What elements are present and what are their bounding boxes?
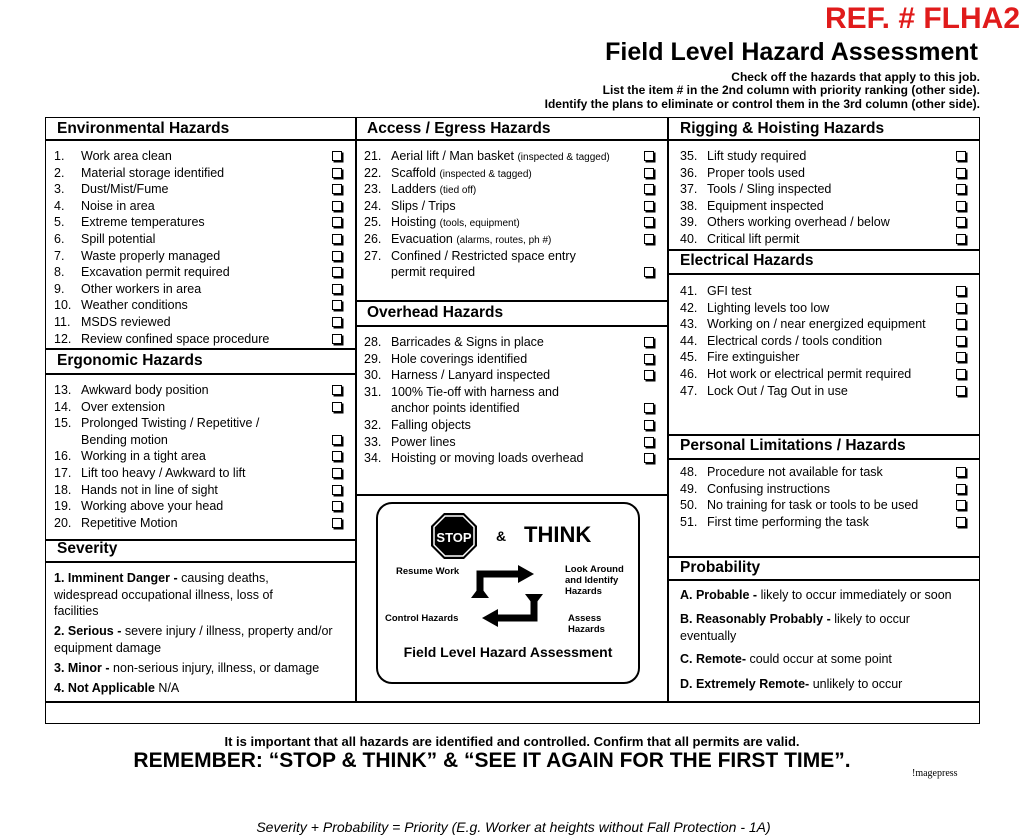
hazard-checkbox[interactable] (644, 217, 654, 227)
item-number: 12. (54, 331, 72, 346)
access-item (364, 149, 610, 165)
item-note: (tools, equipment) (439, 218, 520, 230)
ergonomic-hazards-title: Ergonomic Hazards (57, 352, 203, 369)
probability-item-b: B. Reasonably Probably - likely to occur eventually (680, 612, 910, 643)
access-item (364, 265, 475, 280)
hazard-checkbox[interactable] (332, 284, 342, 294)
item-number: 19. (54, 499, 72, 514)
item-number: 30. (364, 368, 382, 383)
rule-overhead-bottom (356, 325, 668, 327)
severity-title: Severity (57, 540, 118, 557)
overhead-item (364, 451, 583, 466)
item-note: (inspected & tagged) (439, 168, 532, 180)
item-number: 45. (680, 350, 698, 365)
hazard-checkbox[interactable] (332, 201, 342, 211)
hazard-checkbox[interactable] (956, 303, 966, 313)
hazard-checkbox[interactable] (644, 151, 654, 161)
item-label: Weather conditions (81, 298, 188, 313)
instruction-1: Check off the hazards that apply to this job. (731, 70, 980, 84)
environmental-item (54, 249, 220, 264)
item-number: 40. (680, 232, 698, 246)
ergonomic-item (54, 466, 245, 481)
hazard-checkbox[interactable] (332, 151, 342, 161)
rule-probability-top (668, 556, 979, 558)
hazard-checkbox[interactable] (644, 201, 654, 211)
item-number: 31. (364, 384, 382, 399)
hazard-checkbox[interactable] (956, 517, 966, 527)
item-label: Other workers in area (81, 281, 202, 296)
environmental-item (54, 298, 188, 313)
rule-electrical-top (668, 249, 979, 251)
item-label: Equipment inspected (707, 198, 824, 213)
environmental-item (54, 282, 201, 297)
rule-personal-bottom (668, 458, 979, 460)
electrical-item (680, 317, 926, 332)
item-number: 17. (54, 466, 72, 480)
access-item (364, 166, 532, 182)
item-label: Spill potential (81, 232, 156, 246)
hazard-checkbox[interactable] (332, 402, 342, 412)
item-number: 48. (680, 465, 698, 479)
priority-formula: Severity + Probability = Priority (E.g. Worker at heights without Fall Protection - 1A) (256, 819, 771, 835)
item-label: Ladders (391, 182, 437, 197)
item-number: 35. (680, 149, 698, 163)
item-label: Hands not in line of sight (81, 482, 218, 497)
electrical-item (680, 334, 882, 349)
stop-think-caption: Field Level Hazard Assessment (403, 644, 613, 660)
hazard-checkbox[interactable] (332, 385, 342, 395)
access-item (364, 199, 456, 214)
rigging-item (680, 166, 805, 181)
item-label: Review confined space procedure (81, 331, 270, 346)
severity-item-1: 1. Imminent Danger - causing deaths, widespread occupational illness, loss of facilities (54, 571, 273, 618)
hazard-checkbox[interactable] (956, 369, 966, 379)
hazard-checkbox[interactable] (644, 437, 654, 447)
personal-item (680, 515, 869, 530)
access-item (364, 215, 520, 231)
item-label: Confined / Restricted space entry (391, 248, 576, 263)
environmental-hazards-title: Environmental Hazards (57, 120, 230, 137)
hazard-checkbox[interactable] (644, 354, 654, 364)
item-number: 43. (680, 317, 698, 332)
personal-item (680, 465, 883, 480)
item-label: Repetitive Motion (81, 515, 178, 530)
hazard-checkbox[interactable] (332, 267, 342, 277)
rigging-item (680, 149, 806, 164)
electrical-item (680, 284, 751, 299)
item-number: 42. (680, 300, 698, 315)
hazard-checkbox[interactable] (644, 267, 654, 277)
access-item (364, 232, 551, 248)
item-number: 7. (54, 248, 65, 263)
personal-item (680, 482, 830, 497)
item-label: Barricades & Signs in place (391, 335, 544, 349)
item-label: permit required (391, 265, 476, 280)
hazard-checkbox[interactable] (956, 484, 966, 494)
hazard-checkbox[interactable] (644, 420, 654, 430)
environmental-item (54, 215, 205, 230)
hazard-checkbox[interactable] (956, 336, 966, 346)
environmental-item (54, 166, 224, 181)
item-label: Electrical cords / tools condition (707, 333, 883, 348)
item-label: Tools / Sling inspected (707, 182, 832, 197)
item-label: Working in a tight area (81, 449, 206, 464)
item-label: Procedure not available for task (707, 465, 883, 479)
item-label: anchor points identified (391, 401, 520, 416)
overhead-item (364, 401, 520, 416)
item-label: Falling objects (391, 418, 471, 432)
footer-note: It is important that all hazards are identified and controlled. Confirm that all permits are valid. (224, 734, 800, 749)
item-label: Excavation permit required (81, 265, 230, 280)
footer-slogan: REMEMBER: “STOP & THINK” & “SEE IT AGAIN FOR THE FIRST TIME”. (133, 749, 851, 772)
item-label: Confusing instructions (707, 481, 830, 496)
item-label: Power lines (391, 434, 456, 449)
item-number: 2. (54, 165, 65, 180)
header-rule (46, 139, 979, 141)
access-egress-hazards-title: Access / Egress Hazards (367, 120, 551, 137)
probability-item-a: A. Probable - likely to occur immediately or soon (680, 588, 952, 602)
item-number: 18. (54, 482, 72, 497)
hazard-checkbox[interactable] (332, 435, 342, 445)
rule-electrical-bottom (668, 273, 979, 275)
item-number: 14. (54, 399, 72, 414)
personal-limitations-title: Personal Limitations / Hazards (680, 437, 906, 454)
item-label: First time performing the task (707, 514, 869, 529)
electrical-item (680, 301, 829, 316)
ergonomic-item (54, 383, 209, 398)
item-label: Evacuation (391, 232, 453, 246)
item-label: Dust/Mist/Fume (81, 182, 169, 197)
hazard-checkbox[interactable] (644, 168, 654, 178)
stop-think-panel (376, 502, 640, 684)
item-label: Material storage identified (81, 165, 225, 180)
item-label: MSDS reviewed (81, 315, 171, 329)
hazard-checkbox[interactable] (332, 451, 342, 461)
personal-item (680, 498, 918, 513)
cycle-resume-work: Resume Work (396, 566, 460, 577)
rigging-item (680, 182, 831, 197)
item-label: Lift study required (707, 149, 807, 163)
hazard-checkbox[interactable] (332, 184, 342, 194)
rigging-item (680, 232, 799, 247)
item-label: Awkward body position (81, 383, 209, 397)
hazard-checkbox[interactable] (332, 217, 342, 227)
environmental-item (54, 315, 171, 330)
hazard-checkbox[interactable] (332, 518, 342, 528)
overhead-item (364, 435, 456, 450)
item-label: Bending motion (81, 432, 168, 447)
environmental-item (54, 332, 269, 347)
item-label: Lift too heavy / Awkward to lift (81, 466, 246, 480)
item-label: Hoisting or moving loads overhead (391, 451, 584, 466)
item-label: 100% Tie-off with harness and (391, 384, 559, 399)
item-label: Aerial lift / Man basket (391, 149, 514, 163)
probability-title: Probability (680, 559, 761, 576)
overhead-item (364, 418, 471, 433)
hazard-checkbox[interactable] (644, 453, 654, 463)
item-number: 32. (364, 418, 382, 432)
item-label: Over extension (81, 399, 166, 414)
column-divider-1 (355, 118, 357, 701)
item-number: 44. (680, 333, 698, 348)
hazard-checkbox[interactable] (956, 151, 966, 161)
item-number: 6. (54, 232, 65, 246)
hazard-checkbox[interactable] (956, 168, 966, 178)
item-number: 37. (680, 182, 698, 197)
electrical-item (680, 367, 911, 382)
item-label: No training for task or tools to be used (707, 498, 919, 513)
hazard-checkbox[interactable] (332, 300, 342, 310)
cycle-look-around: Look Around and Identify Hazards (565, 564, 624, 597)
hazard-checkbox[interactable] (332, 468, 342, 478)
item-label: Extreme temperatures (81, 215, 205, 230)
item-number: 4. (54, 198, 65, 213)
hazard-checkbox[interactable] (956, 201, 966, 211)
instruction-3: Identify the plans to eliminate or control them in the 3rd column (other side). (544, 97, 980, 111)
ergonomic-item (54, 449, 206, 464)
imagepress-watermark: !magepress (912, 768, 958, 779)
item-number: 22. (364, 165, 382, 180)
item-number: 21. (364, 149, 382, 163)
hazard-checkbox[interactable] (956, 352, 966, 362)
ampersand-label: & (496, 528, 507, 544)
hazard-checkbox[interactable] (956, 386, 966, 396)
hazard-checkbox[interactable] (956, 184, 966, 194)
item-number: 39. (680, 215, 698, 230)
hazard-checkbox[interactable] (332, 251, 342, 261)
rule-ergonomic-bottom (46, 373, 356, 375)
hazard-checkbox[interactable] (332, 168, 342, 178)
rule-probability-bottom (668, 579, 979, 581)
cycle-control-hazards: Control Hazards (385, 613, 459, 624)
item-label: Scaffold (391, 165, 436, 180)
think-label: THINK (524, 522, 592, 547)
item-note: (alarms, routes, ph #) (456, 235, 552, 246)
item-number: 25. (364, 215, 382, 230)
severity-item-4: 4. Not Applicable N/A (54, 681, 180, 695)
hazard-checkbox[interactable] (644, 403, 654, 413)
hazard-checkbox[interactable] (956, 500, 966, 510)
item-label: GFI test (707, 284, 752, 298)
access-item (364, 249, 576, 264)
page-title: Field Level Hazard Assessment (605, 38, 978, 66)
item-label: Working on / near energized equipment (707, 317, 926, 332)
item-number: 36. (680, 165, 698, 180)
item-number: 51. (680, 514, 698, 529)
item-number: 49. (680, 481, 698, 496)
probability-item-d: D. Extremely Remote- unlikely to occur (680, 677, 903, 691)
severity-item-2: 2. Serious - severe injury / illness, property and/or equipment damage (54, 624, 333, 655)
stop-sign-text: STOP (436, 530, 472, 545)
item-label: Critical lift permit (707, 232, 800, 246)
item-number: 38. (680, 198, 698, 213)
item-number: 34. (364, 451, 382, 466)
overhead-item (364, 385, 559, 400)
rule-overhead-top (356, 300, 668, 302)
item-label: Waste properly managed (81, 248, 221, 263)
item-number: 8. (54, 265, 65, 280)
cycle-arrows-icon (470, 564, 546, 628)
item-number: 1. (54, 149, 65, 163)
column-divider-2 (667, 118, 669, 701)
hazard-checkbox[interactable] (644, 234, 654, 244)
item-note: (tied off) (439, 185, 477, 197)
item-number: 13. (54, 383, 72, 397)
item-number: 33. (364, 434, 382, 449)
item-number: 27. (364, 248, 382, 263)
instruction-2: List the item # in the 2nd column with priority ranking (other side). (602, 83, 980, 97)
item-number: 26. (364, 232, 382, 246)
environmental-item (54, 149, 172, 164)
rule-formula (46, 701, 979, 703)
rule-ergonomic-top (46, 348, 356, 350)
ergonomic-item (54, 516, 178, 531)
stop-sign-icon (430, 512, 478, 560)
probability-item-c: C. Remote- could occur at some point (680, 652, 892, 666)
item-number: 24. (364, 198, 382, 213)
item-label: Lighting levels too low (707, 300, 830, 315)
item-note: (inspected & tagged) (517, 152, 610, 163)
item-number: 16. (54, 449, 72, 464)
item-label: Slips / Trips (391, 198, 456, 213)
access-item (364, 182, 476, 198)
rigging-item (680, 215, 890, 230)
reference-number: REF. # FLHA2 (824, 2, 1020, 35)
item-number: 47. (680, 383, 698, 398)
item-number: 11. (54, 315, 71, 329)
ergonomic-item (54, 499, 223, 514)
item-label: Proper tools used (707, 165, 805, 180)
item-label: Hole coverings identified (391, 351, 528, 366)
rule-severity-bottom (46, 561, 356, 563)
item-number: 9. (54, 281, 65, 296)
hazard-checkbox[interactable] (644, 370, 654, 380)
hazard-checkbox[interactable] (956, 234, 966, 244)
rigging-hoisting-hazards-title: Rigging & Hoisting Hazards (680, 120, 885, 137)
overhead-item (364, 335, 544, 350)
cycle-assess-hazards: Assess Hazards (568, 613, 605, 635)
item-label: Hot work or electrical permit required (707, 367, 912, 381)
item-label: Hoisting (391, 215, 437, 230)
environmental-item (54, 265, 230, 280)
rule-personal-top (668, 434, 979, 436)
environmental-item (54, 232, 155, 247)
electrical-item (680, 384, 848, 399)
hazard-checkbox[interactable] (332, 317, 342, 327)
item-number: 20. (54, 515, 72, 530)
item-number: 46. (680, 367, 698, 381)
item-label: Prolonged Twisting / Repetitive / (81, 416, 260, 431)
item-label: Lock Out / Tag Out in use (707, 383, 848, 398)
hazard-checkbox[interactable] (332, 234, 342, 244)
item-label: Harness / Lanyard inspected (391, 368, 551, 383)
severity-item-3: 3. Minor - non-serious injury, illness, or damage (54, 661, 320, 675)
item-label: Others working overhead / below (707, 215, 890, 230)
item-number: 5. (54, 215, 65, 230)
ergonomic-item (54, 433, 168, 448)
item-number: 15. (54, 416, 72, 431)
item-label: Work area clean (81, 149, 172, 163)
overhead-hazards-title: Overhead Hazards (367, 304, 504, 321)
hazard-checkbox[interactable] (644, 184, 654, 194)
hazard-checkbox[interactable] (332, 485, 342, 495)
item-label: Fire extinguisher (707, 350, 800, 365)
overhead-item (364, 352, 527, 367)
item-number: 50. (680, 498, 698, 513)
ergonomic-item (54, 400, 165, 415)
item-number: 23. (364, 182, 382, 197)
environmental-item (54, 182, 169, 197)
hazard-checkbox[interactable] (956, 319, 966, 329)
environmental-item (54, 199, 155, 214)
item-label: Noise in area (81, 198, 155, 213)
hazard-checkbox[interactable] (332, 501, 342, 511)
hazard-checkbox[interactable] (644, 337, 654, 347)
electrical-item (680, 350, 799, 365)
item-number: 29. (364, 351, 382, 366)
ergonomic-item (54, 416, 259, 431)
rigging-item (680, 199, 824, 214)
hazard-checkbox[interactable] (956, 286, 966, 296)
hazard-checkbox[interactable] (956, 467, 966, 477)
rule-overhead-end (356, 494, 668, 496)
hazard-checkbox[interactable] (956, 217, 966, 227)
item-number: 28. (364, 335, 382, 349)
overhead-item (364, 368, 550, 383)
ergonomic-item (54, 483, 218, 498)
item-number: 41. (680, 284, 698, 298)
electrical-hazards-title: Electrical Hazards (680, 252, 814, 269)
item-number: 10. (54, 298, 72, 313)
item-number: 3. (54, 182, 65, 197)
item-label: Working above your head (81, 499, 224, 514)
hazard-checkbox[interactable] (332, 334, 342, 344)
